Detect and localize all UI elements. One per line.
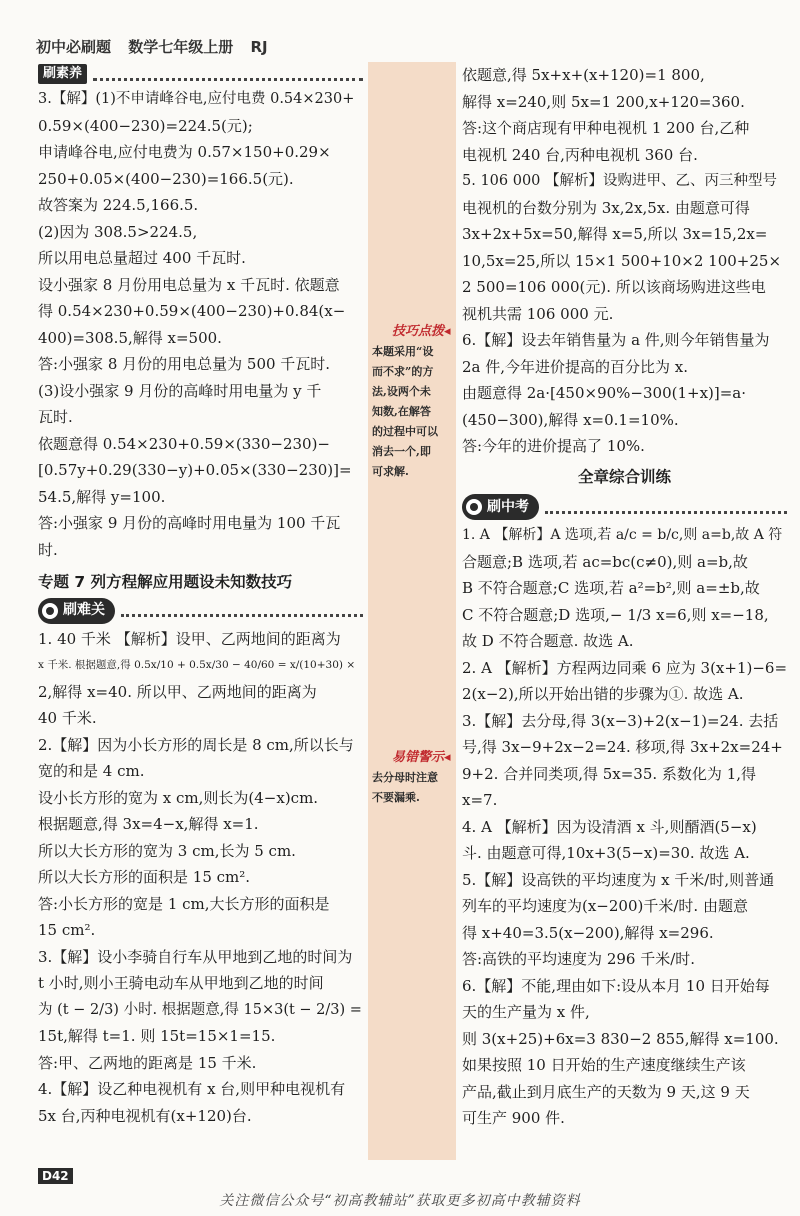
text-line: 则 3(x+25)+6x=3 830−2 855,解得 x=100. xyxy=(462,1029,779,1048)
text-line: 40 千米. xyxy=(38,709,97,727)
text-line: 设小长方形的宽为 x cm,则长为(4−x)cm. xyxy=(38,788,319,807)
footer-note: 关注微信公众号“初高教辅站”获取更多初高中教辅资料 xyxy=(219,1193,581,1209)
text-line: 2 500=106 000(元). 所以该商场购进这些电 xyxy=(462,278,766,296)
text-line: 答:这个商店现有甲种电视机 1 200 台,乙种 xyxy=(462,119,750,137)
text-line: 4. A 【解析】因为设清酒 x 斗,则醑酒(5−x) xyxy=(462,817,757,836)
text-line: 所以用电总量超过 400 千瓦时. xyxy=(38,249,246,267)
banner-zhongkao: 刷中考 xyxy=(462,494,787,520)
text-line: 为 (t − 2/3) 小时. 根据题意,得 15×3(t − 2/3) = xyxy=(38,1001,362,1018)
text-line: [0.57y+0.29(330−y)+0.05×(330−230)]= xyxy=(38,461,352,479)
text-line: 2a 件,今年进价提高的百分比为 x. xyxy=(462,357,689,376)
text-line: 400)=308.5,解得 x=500. xyxy=(38,328,222,347)
text-line: 5x 台,丙种电视机有(x+120)台. xyxy=(38,1106,252,1125)
book-title: 数学七年级上册 xyxy=(128,38,234,56)
text-line: 4.【解】设乙种电视机有 x 台,则甲种电视机有 xyxy=(38,1080,346,1098)
text-line: 3.【解】设小李骑自行车从甲地到乙地的时间为 xyxy=(38,947,353,966)
text-line: 答:小强家 8 月份的用电总量为 500 千瓦时. xyxy=(38,355,331,373)
text-line: 2(x−2),所以开始出错的步骤为①. 故选 A. xyxy=(462,685,744,703)
text-line: 5. 106 000 【解析】设购进甲、乙、丙三种型号 xyxy=(462,173,778,189)
text-line: 答:小强家 9 月份的高峰时用电量为 100 千瓦 xyxy=(38,514,341,532)
text-line: x 千米. 根据题意,得 0.5x/10 + 0.5x/30 − 40/60 = x/(10+30) × xyxy=(38,659,356,671)
text-line: 视机共需 106 000 元. xyxy=(462,304,614,323)
text-line: 设小强家 8 月份用电总量为 x 千瓦时. 依题意 xyxy=(38,275,340,294)
text-line: B 不符合题意;C 选项,若 a²=b²,则 a=±b,故 xyxy=(462,579,760,597)
banner-sucaiyang: 刷素养 xyxy=(38,64,363,84)
tip-label-error: 易错警示◂ xyxy=(392,750,451,765)
text-line: (3)设小强家 9 月份的高峰时用电量为 y 千 xyxy=(38,381,322,400)
text-line: 所以大长方形的宽为 3 cm,长为 5 cm. xyxy=(38,841,296,860)
text-line: 250+0.05×(400−230)=166.5(元). xyxy=(38,169,294,188)
text-line: 故 D 不符合题意. 故选 A. xyxy=(462,632,634,650)
text-line: 3.【解】去分母,得 3(x−3)+2(x−1)=24. 去括 xyxy=(462,711,779,730)
text-line: x=7. xyxy=(462,791,498,809)
text-line: 9+2. 合并同类项,得 5x=35. 系数化为 1,得 xyxy=(462,764,757,783)
tip-label-skill: 技巧点拨◂ xyxy=(392,324,451,339)
text-line: 斗. 由题意可得,10x+3(5−x)=30. 故选 A. xyxy=(462,844,750,862)
text-line: 15 cm². xyxy=(38,921,96,939)
text-line: 答:小长方形的宽是 1 cm,大长方形的面积是 xyxy=(38,894,330,913)
badge-icon xyxy=(466,499,482,515)
text-line: 申请峰谷电,应付电费为 0.57×150+0.29× xyxy=(38,143,331,161)
text-line: (450−300),解得 x=0.1=10%. xyxy=(462,410,679,429)
series-name: 初中必刷题 xyxy=(36,38,112,56)
page-header xyxy=(36,36,280,57)
text-line: 答:今年的进价提高了 10%. xyxy=(462,437,645,455)
text-line: 根据题意,得 3x=4−x,解得 x=1. xyxy=(38,815,259,833)
text-line: 瓦时. xyxy=(38,408,73,426)
text-line: 所以大长方形的面积是 15 cm². xyxy=(38,868,251,886)
text-line: 答:甲、乙两地的距离是 15 千米. xyxy=(38,1053,257,1072)
page-number: D42 xyxy=(38,1168,73,1184)
text-line: 故答案为 224.5,166.5. xyxy=(38,196,199,214)
text-line: 时. xyxy=(38,540,58,559)
text-line: C 不符合题意;D 选项,− 1/3 x=6,则 x=−18, xyxy=(462,605,769,624)
text-line: 3.【解】(1)不申请峰谷电,应付电费 0.54×230+ xyxy=(38,91,355,107)
text-line: 电视机 240 台,丙种电视机 360 台. xyxy=(462,145,698,164)
text-line: 电视机的台数分别为 3x,2x,5x. 由题意可得 xyxy=(462,198,750,217)
margin-tips-column xyxy=(368,62,456,1160)
text-line: (2)因为 308.5>224.5, xyxy=(38,222,198,241)
text-line: 得 x+40=3.5(x−200),解得 x=296. xyxy=(462,923,714,942)
text-line: 产品,截止到月底生产的天数为 9 天,这 9 天 xyxy=(462,1082,750,1101)
text-line: 2. A 【解析】方程两边同乘 6 应为 3(x+1)−6= xyxy=(462,658,788,677)
topic-title: 专题 7 列方程解应用题设未知数技巧 xyxy=(38,573,293,591)
text-line: 可生产 900 件. xyxy=(462,1109,565,1127)
text-line: 6.【解】设去年销售量为 a 件,则今年销售量为 xyxy=(462,331,770,349)
text-line: 得 0.54×230+0.59×(400−230)+0.84(x− xyxy=(38,302,346,320)
text-line: 0.59×(400−230)=224.5(元); xyxy=(38,116,253,135)
edition: RJ xyxy=(250,38,268,56)
text-line: 列车的平均速度为(x−200)千米/时. 由题意 xyxy=(462,897,748,915)
text-line: 宽的和是 4 cm. xyxy=(38,762,145,780)
text-line: 15t,解得 t=1. 则 15t=15×1=15. xyxy=(38,1027,276,1045)
text-line: t 小时,则小王骑电动车从甲地到乙地的时间 xyxy=(38,974,324,992)
text-line: 6.【解】不能,理由如下:设从本月 10 日开始每 xyxy=(462,976,770,995)
text-line: 解得 x=240,则 5x=1 200,x+120=360. xyxy=(462,92,745,111)
text-line: 5.【解】设高铁的平均速度为 x 千米/时,则普通 xyxy=(462,870,775,889)
left-column xyxy=(38,62,363,1129)
banner-nanguan: 刷难关 xyxy=(38,598,363,624)
text-line: 1. A 【解析】A 选项,若 a/c = b/c,则 a=b,故 A 符 xyxy=(462,527,783,543)
text-line: 由题意得 2a·[450×90%−300(1+x)]=a· xyxy=(462,384,747,402)
text-line: 54.5,解得 y=100. xyxy=(38,487,166,506)
text-line: 10,5x=25,所以 15×1 500+10×2 100+25× xyxy=(462,251,782,270)
text-line: 1. 40 千米 【解析】设甲、乙两地间的距离为 xyxy=(38,629,341,648)
text-line: 天的生产量为 x 件, xyxy=(462,1003,590,1021)
text-line: 答:高铁的平均速度为 296 千米/时. xyxy=(462,950,696,968)
right-column xyxy=(462,62,787,1132)
text-line: 合题意;B 选项,若 ac=bc(c≠0),则 a=b,故 xyxy=(462,552,748,571)
text-line: 2.【解】因为小长方形的周长是 8 cm,所以长与 xyxy=(38,735,354,754)
tip-text-skill: 本题采用“设 而不求”的方 法,设两个未 知数,在解答 的过程中可以 消去一个,即 可求解. xyxy=(372,345,438,478)
badge-icon xyxy=(42,603,58,619)
text-line: 依题意,得 5x+x+(x+120)=1 800, xyxy=(462,66,705,84)
text-line: 3x+2x+5x=50,解得 x=5,所以 3x=15,2x= xyxy=(462,225,768,243)
chapter-title: 全章综合训练 xyxy=(577,467,671,486)
text-line: 号,得 3x−9+2x−2=24. 移项,得 3x+2x=24+ xyxy=(462,738,783,756)
text-line: 依题意得 0.54×230+0.59×(330−230)− xyxy=(38,434,331,453)
text-line: 2,解得 x=40. 所以甲、乙两地间的距离为 xyxy=(38,682,317,701)
text-line: 如果按照 10 日开始的生产速度继续生产该 xyxy=(462,1056,746,1074)
tip-text-error: 去分母时注意 不要漏乘. xyxy=(372,771,438,804)
